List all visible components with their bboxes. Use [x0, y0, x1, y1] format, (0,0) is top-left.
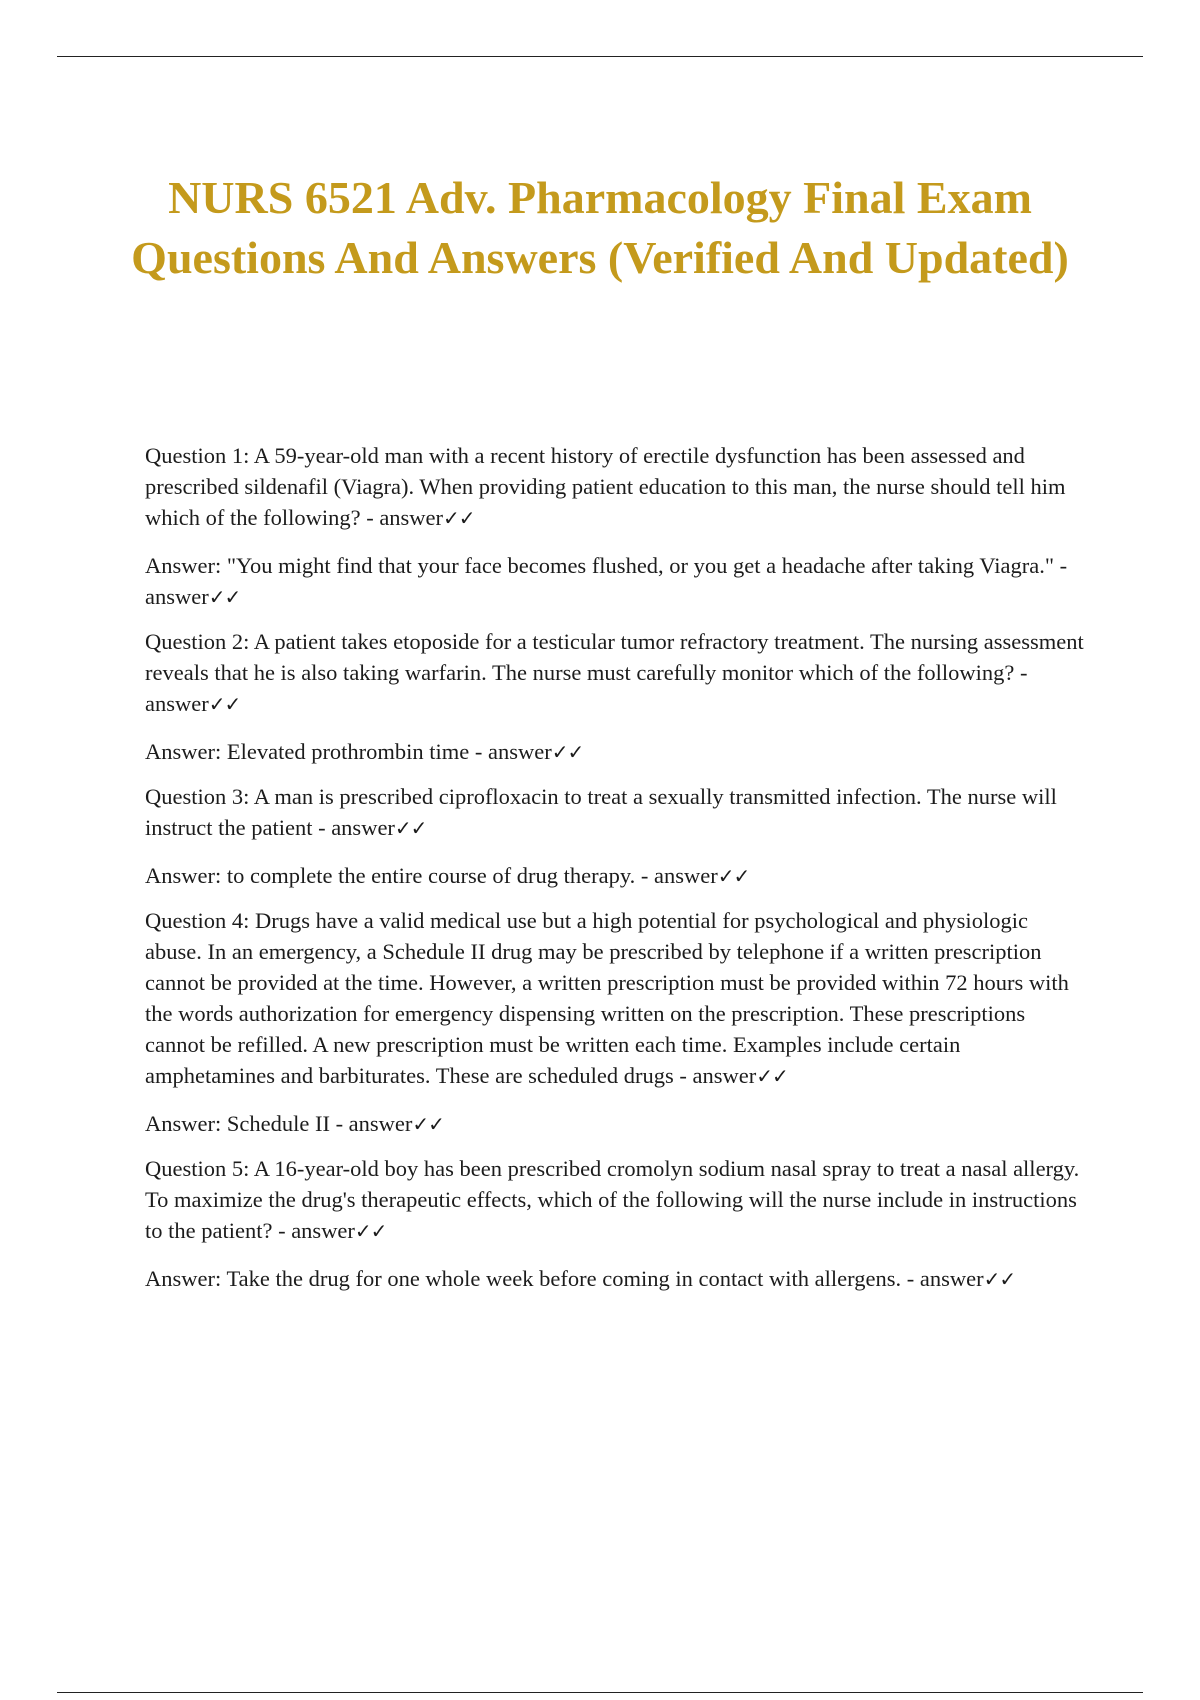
question-1	[145, 440, 1090, 534]
bottom-rule	[57, 1692, 1143, 1693]
check-mark-icon: ✓✓	[394, 816, 427, 840]
answer-3-text: Answer: to complete the entire course of drug therapy. - answer	[145, 863, 718, 888]
question-5-text: Question 5: A 16-year-old boy has been prescribed cromolyn sodium nasal spray to treat a nasal allergy. To maximize the drug's therapeutic effects, which of the following will the nurse include in instructions to the patient? - answer	[145, 1156, 1080, 1243]
check-mark-icon: ✓✓	[717, 864, 750, 888]
check-mark-icon: ✓✓	[443, 506, 475, 530]
question-1-text: Question 1: A 59-year-old man with a recent history of erectile dysfunction has been assessed and prescribed sildenafil (Viagra). When providing patient education to this man, the nurse should tell him which of the following? - answer	[145, 443, 1066, 530]
question-5	[145, 1153, 1090, 1247]
check-mark-icon: ✓✓	[983, 1267, 1016, 1291]
question-3	[145, 781, 1090, 844]
check-mark-icon: ✓✓	[208, 585, 241, 609]
check-mark-icon: ✓✓	[412, 1112, 444, 1136]
question-3-text: Question 3: A man is prescribed ciprofloxacin to treat a sexually transmitted infection. The nurse will instruct the patient - answer	[145, 784, 1057, 840]
answer-4	[145, 1108, 1090, 1140]
answer-1	[145, 550, 1090, 613]
top-rule	[57, 56, 1143, 57]
question-4-text: Question 4: Drugs have a valid medical use but a high potential for psychological and physiologic abuse. In an emergency, a Schedule II drug may be prescribed by telephone if a written prescription cannot be provided at the time. However, a written prescription must be provided within 72 hours with the words authorization for emergency dispensing written on the prescription. These prescriptions cannot be refilled. A new prescription must be written each time. Examples include certain amphetamines and barbiturates. These are scheduled drugs - answer	[145, 908, 1069, 1088]
answer-1-text: Answer: "You might find that your face becomes flushed, or you get a headache after taking Viagra." - answer	[145, 553, 1068, 609]
answer-2	[145, 736, 1090, 768]
answer-2-text: Answer: Elevated prothrombin time - answer	[145, 739, 552, 764]
qa-list	[145, 440, 1090, 1308]
check-mark-icon: ✓✓	[756, 1064, 788, 1088]
answer-3	[145, 860, 1090, 892]
check-mark-icon: ✓✓	[208, 692, 241, 716]
question-4	[145, 905, 1090, 1092]
answer-5	[145, 1263, 1090, 1295]
answer-5-text: Answer: Take the drug for one whole week before coming in contact with allergens. - answer	[145, 1266, 984, 1291]
check-mark-icon: ✓✓	[354, 1219, 387, 1243]
question-2	[145, 626, 1090, 720]
check-mark-icon: ✓✓	[551, 740, 584, 764]
answer-4-text: Answer: Schedule II - answer	[145, 1111, 413, 1136]
question-2-text: Question 2: A patient takes etoposide for a testicular tumor refractory treatment. The nursing assessment reveals that he is also taking warfarin. The nurse must carefully monitor which of the following? - answer	[145, 629, 1084, 716]
document-title: NURS 6521 Adv. Pharmacology Final Exam Questions And Answers (Verified And Updated)	[131, 172, 1069, 283]
